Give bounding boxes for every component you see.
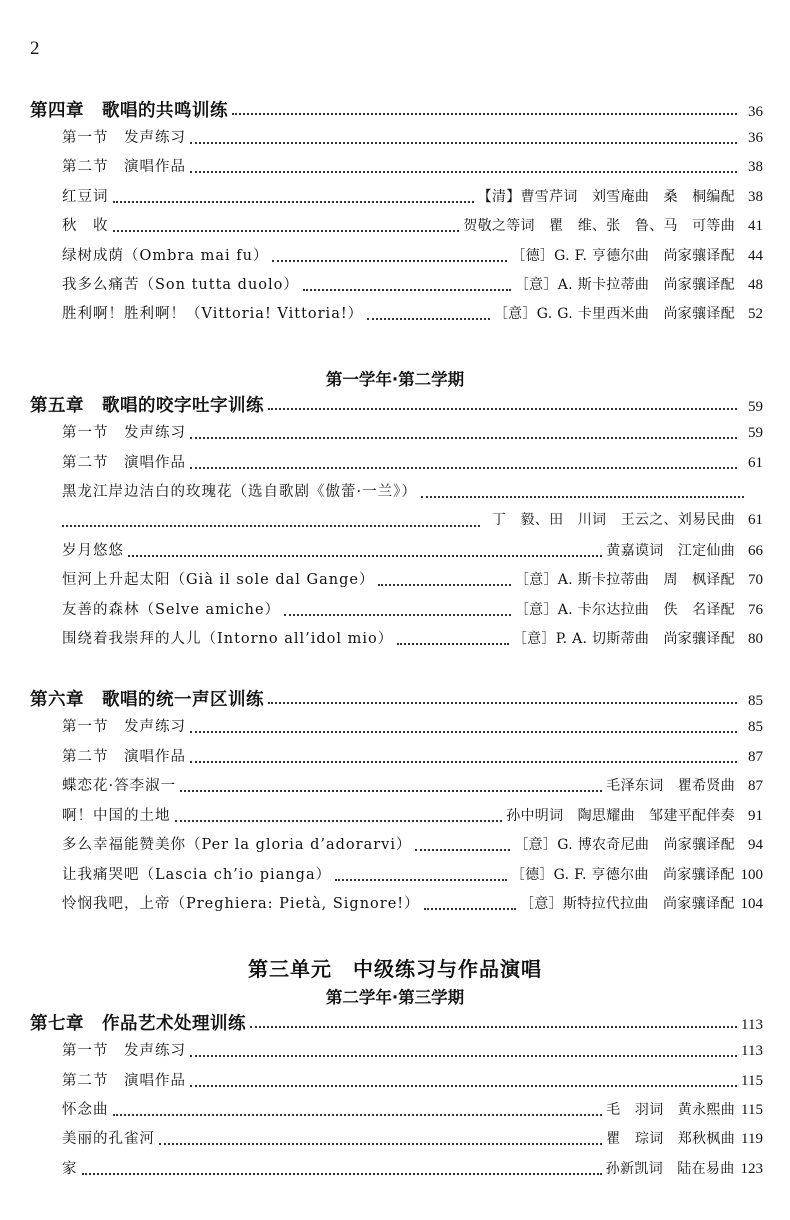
- song-entry[interactable]: [62, 1157, 763, 1183]
- dot-leader: [190, 1055, 737, 1057]
- page-ref: 87: [748, 778, 763, 794]
- page-ref: 61: [748, 512, 763, 528]
- song-title: 胜利啊！胜利啊！（Vittoria! Vittoria!）: [62, 306, 364, 322]
- chapter-6-row[interactable]: [30, 686, 763, 712]
- section-title: 第二节 演唱作品: [62, 1073, 186, 1089]
- dot-leader: [62, 525, 480, 527]
- section-row[interactable]: [62, 1039, 763, 1065]
- song-entry[interactable]: [62, 892, 763, 918]
- chapter-title: 第六章 歌唱的统一声区训练: [30, 690, 264, 710]
- song-credit: ［意］A. 斯卡拉蒂曲 周 枫译配: [514, 572, 735, 588]
- dot-leader: [424, 908, 516, 910]
- song-credit: 贺敬之等词 瞿 维、张 鲁、马 可等曲: [463, 218, 735, 234]
- song-entry[interactable]: [62, 539, 763, 565]
- dot-leader: [190, 1085, 737, 1087]
- song-title: 怜悯我吧，上帝（Preghiera: Pietà, Signore!）: [62, 896, 420, 912]
- song-credit: ［意］G. 博农奇尼曲 尚家骧译配: [514, 837, 735, 853]
- dot-leader: [367, 318, 490, 320]
- dot-leader: [268, 408, 737, 410]
- song-entry[interactable]: [62, 244, 763, 270]
- dot-leader: [190, 467, 737, 469]
- song-title: 家: [62, 1161, 78, 1177]
- dot-leader: [335, 879, 507, 881]
- song-title: 红豆词: [62, 189, 109, 205]
- page-ref: 66: [748, 543, 763, 559]
- term-heading: 第二学年·第三学期: [325, 988, 465, 1007]
- page-ref: 115: [741, 1073, 763, 1089]
- page-ref: 41: [748, 218, 763, 234]
- dot-leader: [272, 260, 507, 262]
- dot-leader: [113, 201, 474, 203]
- song-title: 绿树成荫（Ombra mai fu）: [62, 248, 269, 264]
- dot-leader: [113, 230, 460, 232]
- section-row[interactable]: [62, 155, 763, 181]
- song-entry[interactable]: [62, 214, 763, 240]
- dot-leader: [190, 437, 737, 439]
- page-ref: 48: [748, 277, 763, 293]
- chapter-title: 第七章 作品艺术处理训练: [30, 1014, 246, 1034]
- song-title: 围绕着我崇拜的人儿（Intorno all’idol mio）: [62, 631, 394, 647]
- song-title: 啊！中国的土地: [62, 808, 171, 824]
- section-title: 第二节 演唱作品: [62, 159, 186, 175]
- song-credit: ［意］A. 卡尔达拉曲 佚 名译配: [514, 602, 735, 618]
- song-entry[interactable]: [62, 302, 763, 328]
- dot-leader: [284, 614, 511, 616]
- song-title: 我多么痛苦（Son tutta duolo）: [62, 277, 299, 293]
- page-ref: 52: [748, 306, 763, 322]
- page-ref: 94: [748, 837, 763, 853]
- song-title: 恒河上升起太阳（Già il sole dal Gange）: [62, 572, 375, 588]
- song-title: 怀念曲: [62, 1102, 109, 1118]
- page-ref: 70: [748, 572, 763, 588]
- page-ref: 36: [748, 130, 763, 146]
- page-number: 2: [30, 38, 40, 59]
- page-ref: 115: [741, 1102, 763, 1118]
- song-entry[interactable]: [62, 568, 763, 594]
- song-title: 让我痛哭吧（Lascia ch’io pianga）: [62, 867, 332, 883]
- song-credit: ［意］A. 斯卡拉蒂曲 尚家骧译配: [514, 277, 735, 293]
- section-row[interactable]: [62, 745, 763, 771]
- dot-leader: [397, 643, 509, 645]
- page-ref: 38: [748, 189, 763, 205]
- song-title: 美丽的孔雀河: [62, 1131, 155, 1147]
- song-title: 秋 收: [62, 218, 109, 234]
- section-row[interactable]: [62, 126, 763, 152]
- unit-heading: 第三单元 中级练习与作品演唱: [248, 957, 542, 981]
- dot-leader: [250, 1026, 737, 1028]
- song-credit: 丁 毅、田 川词 王云之、刘易民曲: [491, 512, 735, 528]
- page-ref: 59: [748, 399, 763, 415]
- song-entry[interactable]: [62, 1098, 763, 1124]
- dot-leader: [159, 1143, 602, 1145]
- song-entry[interactable]: [62, 1127, 763, 1153]
- section-row[interactable]: [62, 421, 763, 447]
- song-credit: 毛泽东词 瞿希贤曲: [606, 778, 735, 794]
- section-title: 第二节 演唱作品: [62, 749, 186, 765]
- dot-leader: [415, 849, 510, 851]
- song-credit: 瞿 琮词 郑秋枫曲: [606, 1131, 735, 1147]
- chapter-7-row[interactable]: [30, 1010, 763, 1036]
- section-title: 第一节 发声练习: [62, 130, 186, 146]
- dot-leader: [180, 790, 602, 792]
- song-credit: ［意］P. A. 切斯蒂曲 尚家骧译配: [512, 631, 735, 647]
- page-ref: 59: [748, 425, 763, 441]
- song-title: 蝶恋花·答李淑一: [62, 778, 177, 794]
- page-ref: 76: [748, 602, 763, 618]
- page-ref: 38: [748, 159, 763, 175]
- song-credit: ［意］斯特拉代拉曲 尚家骧译配: [520, 896, 735, 912]
- page-ref: 113: [741, 1043, 763, 1059]
- song-title: 友善的森林（Selve amiche）: [62, 602, 281, 618]
- chapter-title: 第五章 歌唱的咬字吐字训练: [30, 396, 264, 416]
- chapter-title: 第四章 歌唱的共鸣训练: [30, 101, 228, 121]
- page-ref: 91: [748, 808, 763, 824]
- page-ref: 113: [741, 1017, 763, 1033]
- song-entry[interactable]: [62, 273, 763, 299]
- dot-leader: [232, 113, 737, 115]
- dot-leader: [190, 731, 737, 733]
- section-title: 第二节 演唱作品: [62, 455, 186, 471]
- dot-leader: [190, 761, 737, 763]
- section-row[interactable]: [62, 1069, 763, 1095]
- song-credit: 孙新凯词 陆在易曲: [605, 1161, 735, 1177]
- song-credit: 孙中明词 陶思耀曲 邹建平配伴奏: [506, 808, 735, 824]
- section-title: 第一节 发声练习: [62, 719, 186, 735]
- section-row[interactable]: [62, 451, 763, 477]
- dot-leader: [421, 496, 744, 498]
- song-entry[interactable]: [62, 627, 763, 653]
- dot-leader: [128, 555, 602, 557]
- song-entry-continuation[interactable]: [62, 509, 763, 535]
- song-title: 岁月悠悠: [62, 543, 124, 559]
- page-ref: 44: [748, 248, 763, 264]
- dot-leader: [175, 820, 503, 822]
- page-ref: 87: [748, 749, 763, 765]
- dot-leader: [268, 702, 737, 704]
- song-credit: ［德］G. F. 亨德尔曲 尚家骧译配: [511, 248, 735, 264]
- dot-leader: [190, 142, 737, 144]
- song-credit: 【清】曹雪芹词 刘雪庵曲 桑 桐编配: [477, 189, 735, 205]
- song-entry[interactable]: [62, 185, 763, 211]
- page-ref: 100: [740, 867, 763, 883]
- page-ref: 123: [740, 1161, 763, 1177]
- song-entry[interactable]: [62, 774, 763, 800]
- song-entry[interactable]: [62, 598, 763, 624]
- song-entry-long[interactable]: [62, 480, 748, 506]
- term-heading: 第一学年·第二学期: [325, 370, 465, 389]
- section-title: 第一节 发声练习: [62, 425, 186, 441]
- page-ref: 119: [741, 1131, 763, 1147]
- dot-leader: [113, 1114, 603, 1116]
- page-ref: 104: [740, 896, 763, 912]
- section-row[interactable]: [62, 715, 763, 741]
- song-entry[interactable]: [62, 863, 763, 889]
- song-title: 黑龙江岸边洁白的玫瑰花（选自歌剧《傲蕾·一兰》）: [62, 484, 417, 500]
- section-title: 第一节 发声练习: [62, 1043, 186, 1059]
- chapter-5-row[interactable]: [30, 392, 763, 418]
- chapter-4-row[interactable]: [30, 97, 763, 123]
- dot-leader: [378, 584, 510, 586]
- song-entry[interactable]: [62, 804, 763, 830]
- song-credit: 毛 羽词 黄永熙曲: [606, 1102, 735, 1118]
- song-entry[interactable]: [62, 833, 763, 859]
- song-credit: ［德］G. F. 亨德尔曲 尚家骧译配: [510, 867, 735, 883]
- page-ref: 85: [748, 719, 763, 735]
- page-ref: 85: [748, 693, 763, 709]
- song-credit: ［意］G. G. 卡里西米曲 尚家骧译配: [493, 306, 735, 322]
- dot-leader: [303, 289, 511, 291]
- page-ref: 36: [748, 104, 763, 120]
- song-title: 多么幸福能赞美你（Per la gloria d’adorarvi）: [62, 837, 412, 853]
- page-ref: 80: [748, 631, 763, 647]
- page-ref: 61: [748, 455, 763, 471]
- dot-leader: [190, 171, 737, 173]
- song-credit: 黄嘉谟词 江定仙曲: [606, 543, 735, 559]
- dot-leader: [82, 1173, 602, 1175]
